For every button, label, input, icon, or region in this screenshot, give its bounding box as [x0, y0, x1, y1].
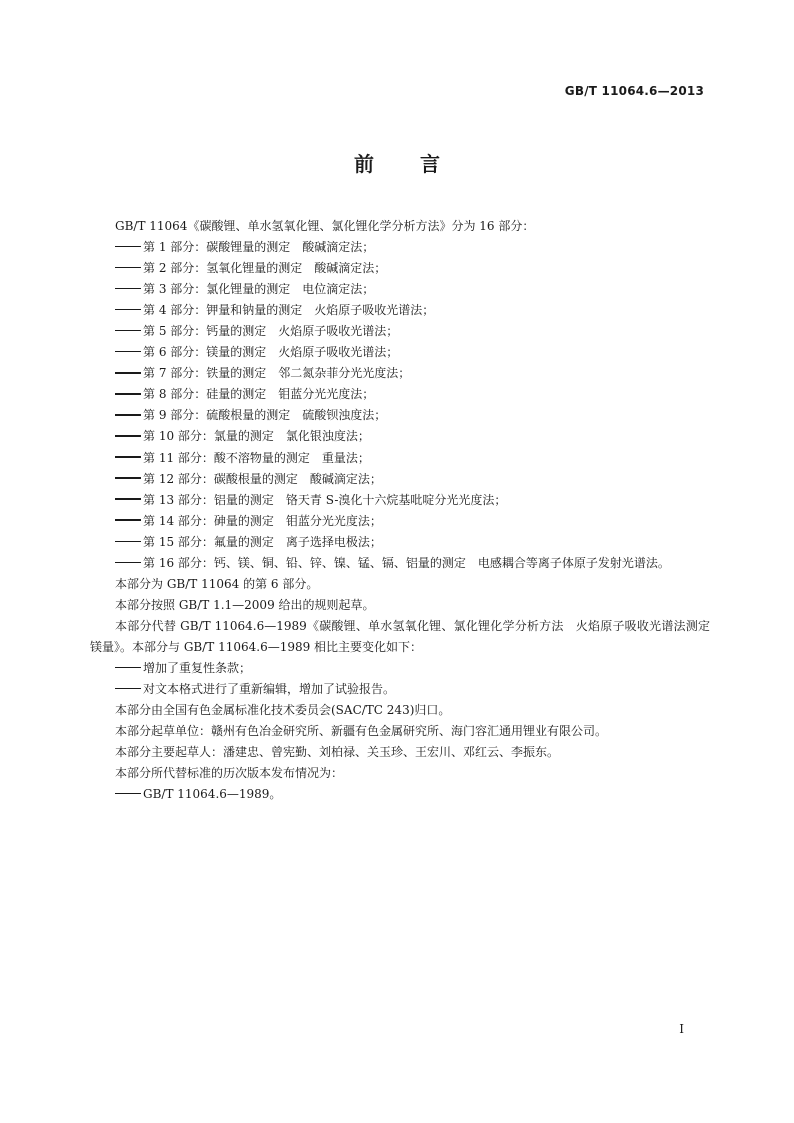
em-dash: [115, 477, 141, 478]
list-item-part-3: 第 3 部分：氯化锂量的测定 电位滴定法；: [90, 279, 710, 300]
em-dash: [115, 519, 141, 520]
page-number: I: [679, 1022, 684, 1036]
committee-paragraph: 本部分由全国有色金属标准化技术委员会(SAC/TC 243)归口。: [115, 703, 451, 718]
em-dash: [115, 435, 141, 436]
history-paragraph: 本部分所代替标准的历次版本发布情况为：: [115, 766, 344, 781]
drafting-units-paragraph: 本部分起草单位：赣州有色冶金研究所、新疆有色金属研究所、海门容汇通用锂业有限公司。: [115, 724, 608, 739]
replaces-paragraph: 本部分代替 GB/T 11064.6—1989《碳酸锂、单水氢氧化锂、氯化锂化学分析方法 火焰原子吸收光谱法测定镁量》。本部分与 GB/T 11064.6—1989 相比主要变化如下：: [90, 618, 710, 654]
list-item-part-5: 第 5 部分：钙量的测定 火焰原子吸收光谱法；: [90, 321, 710, 342]
em-dash: [115, 351, 141, 352]
em-dash: [115, 667, 141, 668]
list-item-part-7: 第 7 部分：铁量的测定 邻二氮杂菲分光光度法；: [90, 363, 710, 384]
list-item-change-1: 增加了重复性条款；: [90, 658, 710, 679]
em-dash: [115, 288, 141, 289]
standard-code: GB/T 11064.6—2013: [564, 84, 704, 98]
em-dash: [115, 330, 141, 331]
drafting-rules-paragraph: 本部分按照 GB/T 1.1—2009 给出的规则起草。: [115, 597, 375, 612]
em-dash: [115, 309, 141, 310]
em-dash: [115, 688, 141, 689]
em-dash: [115, 541, 141, 542]
title-char-2: 言: [420, 152, 440, 176]
list-item-part-10: 第 10 部分：氯量的测定 氯化银浊度法；: [90, 426, 710, 447]
list-item-part-4: 第 4 部分：钾量和钠量的测定 火焰原子吸收光谱法；: [90, 300, 710, 321]
list-item-part-8: 第 8 部分：硅量的测定 钼蓝分光光度法；: [90, 384, 710, 405]
list-item-part-13: 第 13 部分：铝量的测定 铬天青 S-溴化十六烷基吡啶分光光度法；: [90, 490, 710, 511]
em-dash: [115, 393, 141, 394]
page-title: [0, 150, 794, 178]
list-item-part-11: 第 11 部分：酸不溶物量的测定 重量法；: [90, 448, 710, 469]
list-item-history-1: GB/T 11064.6—1989。: [90, 784, 710, 805]
list-item-part-14: 第 14 部分：砷量的测定 钼蓝分光光度法；: [90, 511, 710, 532]
em-dash: [115, 562, 141, 563]
list-item-part-16: 第 16 部分：钙、镁、铜、铅、锌、镍、锰、镉、铝量的测定 电感耦合等离子体原子发射光谱法。: [90, 553, 710, 574]
list-item-part-1: 第 1 部分：碳酸锂量的测定 酸碱滴定法；: [90, 237, 710, 258]
list-item-part-6: 第 6 部分：镁量的测定 火焰原子吸收光谱法；: [90, 342, 710, 363]
em-dash: [115, 246, 141, 247]
em-dash: [115, 456, 141, 457]
list-item-part-2: 第 2 部分：氢氧化锂量的测定 酸碱滴定法；: [90, 258, 710, 279]
em-dash: [115, 372, 141, 373]
em-dash: [115, 793, 141, 794]
part-of-paragraph: 本部分为 GB/T 11064 的第 6 部分。: [115, 576, 319, 591]
list-item-change-2: 对文本格式进行了重新编辑，增加了试验报告。: [90, 679, 710, 700]
title-char-1: 前: [354, 152, 374, 176]
em-dash: [115, 267, 141, 268]
em-dash: [115, 414, 141, 415]
list-item-part-12: 第 12 部分：碳酸根量的测定 酸碱滴定法；: [90, 469, 710, 490]
list-item-part-9: 第 9 部分：硫酸根量的测定 硫酸钡浊度法；: [90, 405, 710, 426]
foreword-body: [90, 216, 710, 805]
em-dash: [115, 498, 141, 499]
drafters-paragraph: 本部分主要起草人：潘建忠、曾宪勤、刘柏禄、关玉珍、王宏川、邓红云、李振东。: [115, 745, 560, 760]
intro-paragraph: GB/T 11064《碳酸锂、单水氢氧化锂、氯化锂化学分析方法》分为 16 部分：: [115, 219, 535, 233]
list-item-part-15: 第 15 部分：氟量的测定 离子选择电极法；: [90, 532, 710, 553]
